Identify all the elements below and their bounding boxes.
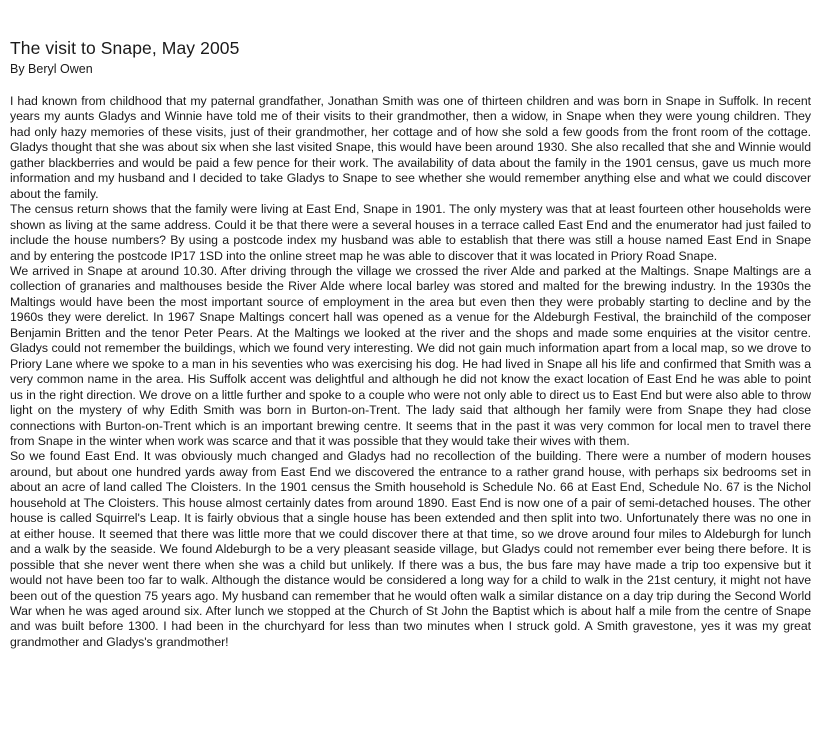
paragraph-maltings: We arrived in Snape at around 10.30. After driving through the village we crossed the river Alde and parked at the Maltings. Snape Maltings are a collection of granaries and malthouses beside the River Alde where local barley was stored and malted for the brewing industry. In the 1930s the Maltings would have been the most important source of employment in the area but even then they were probably starting to decline and by the 1960s they were derelict. In 1967 Snape Maltings concert hall was opened as a venue for the Aldeburgh Festival, the brainchild of the composer Benjamin Britten and the tenor Peter Pears. At the Maltings we looked at the river and the shops and made some enquiries at the visitor centre. Gladys could not remember the buildings, which we found very interesting. We did not gain much information apart from a local map, so we drove to Priory Lane where we spoke to a man in his seventies who was exercising his dog. He had lived in Snape all his life and confirmed that Smith was a very common name in the area. His Suffolk accent was delightful and although he did not know the exact location of East End he was able to point us in the right direction. We drove on a little further and spoke to a couple who were not only able to direct us to East End but were also able to throw light on the mystery of why Edith Smith was born in Burton-on-Trent. The lady said that although her family were from Snape they had close connections with Burton-on-Trent which is an important brewing centre. It seems that in the past it was very common for local men to travel there from Snape in the winter when work was scarce and that it was possible that they would take their wives with them. [10, 263, 811, 448]
document-body [10, 94, 811, 650]
paragraph-census: The census return shows that the family were living at East End, Snape in 1901. The only mystery was that at least fourteen other households were shown as living at the same address. Could it be that there were a several houses in a terrace called East End and the enumerator had just failed to include the house numbers? By using a postcode index my husband was able to establish that there was still a house named East End in Snape and by entering the postcode IP17 1SD into the online street map he was able to discover that it was located in Priory Road Snape. [10, 202, 811, 263]
paragraph-east-end: So we found East End. It was obviously much changed and Gladys had no recollection of the building. There were a number of modern houses around, but about one hundred yards away from East End we discovered the entrance to a rather grand house, with perhaps six bedrooms set in about an acre of land called The Cloisters. In the 1901 census the Smith household is Schedule No. 66 at East End, Schedule No. 67 is the Nichol household at The Cloisters. This house almost certainly dates from around 1890. East End is now one of a pair of semi-detached houses. The other house is called Squirrel's Leap. It is fairly obvious that a single house has been extended and then split into two. Unfortunately there was no one in at either house. It seemed that there was little more that we could discover there at that time, so we drove around four miles to Aldeburgh for lunch and a walk by the seaside. We found Aldeburgh to be a very pleasant seaside village, but Gladys could not remember ever being there before. It is possible that she never went there when she was a child but unlikely. If there was a bus, the bus fare may have made a trip too expensive but it would not have been too far to walk. Although the distance would be considered a long way for a child to walk in the 21st century, it might not have been out of the question 75 years ago. My husband can remember that he would often walk a similar distance on a day trip during the Second World War when he was aged around six. After lunch we stopped at the Church of St John the Baptist which is about half a mile from the centre of Snape and was built before 1300. I had been in the churchyard for less than two minutes when I struck gold. A Smith gravestone, yes it was my great grandmother and Gladys's grandmother! [10, 449, 811, 649]
document-title: The visit to Snape, May 2005 [10, 38, 240, 58]
author-byline: By Beryl Owen [10, 62, 93, 76]
document-page [10, 38, 811, 650]
paragraph-childhood: I had known from childhood that my paternal grandfather, Jonathan Smith was one of thirteen children and was born in Snape in Suffolk. In recent years my aunts Gladys and Winnie have told me of their visits to their grandmother, then a widow, in Snape when they were young children. They had only hazy memories of these visits, just of their grandmother, her cottage and of how she sold a few goods from the front room of the cottage. Gladys thought that she was about six when she last visited Snape, this would have been around 1930. She also recalled that she and Winnie would gather blackberries and would be paid a few pence for their work. The availability of data about the family in the 1901 census, gave us much more information and my husband and I decided to take Gladys to Snape to see whether she would remember anything else and what we could discover about the family. [10, 94, 811, 201]
